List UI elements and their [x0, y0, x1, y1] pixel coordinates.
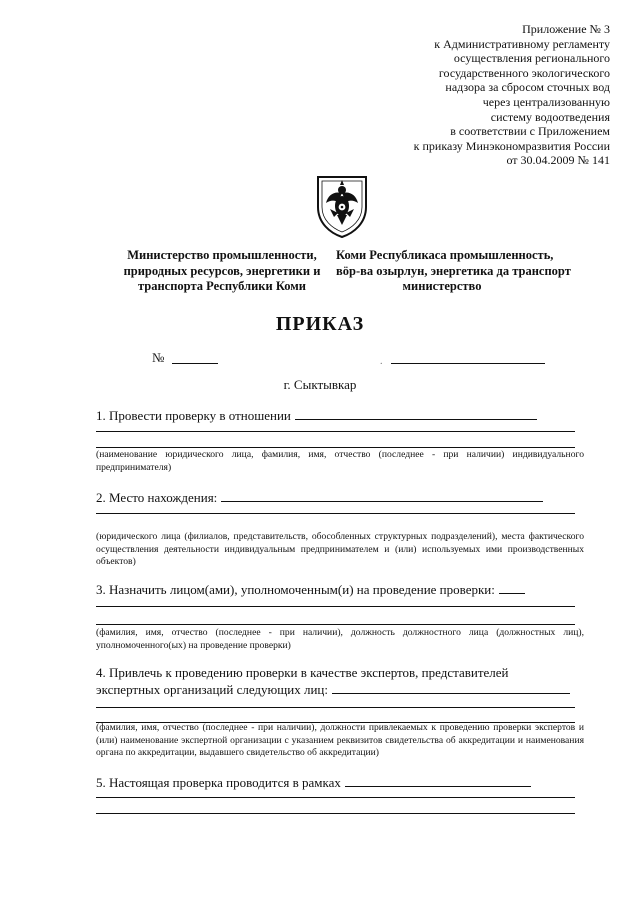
section-2-line	[96, 490, 543, 506]
section-3-blank-line[interactable]	[96, 624, 575, 625]
komi-coat-of-arms-icon	[310, 173, 374, 239]
annex-line: от 30.04.2009 № 141	[506, 153, 610, 168]
section-1-note: (наименование юридического лица, фамилия, имя, отчество (последнее - при наличии) индивидуального предпринимателя)	[96, 449, 584, 473]
section-5-text: 5. Настоящая проверка проводится в рамках	[96, 775, 341, 790]
document-title: ПРИКАЗ	[275, 313, 365, 335]
section-5-inline-field[interactable]	[345, 785, 531, 787]
annex-line: к приказу Минэкономразвития России	[413, 138, 610, 153]
section-1-line	[96, 408, 537, 424]
section-1-inline-field[interactable]	[295, 418, 537, 420]
annex-line: надзора за сбросом сточных вод	[445, 80, 610, 95]
ministry-name-line: Министерство промышленности,	[127, 248, 317, 262]
order-date-field[interactable]	[391, 363, 545, 364]
section-3-text: 3. Назначить лицом(ами), уполномоченным(и) на проведение проверки:	[96, 582, 495, 597]
section-4-note: (фамилия, имя, отчество (последнее - при наличии), должности привлекаемых к проведению проверки экспертов и (или) наименование экспертной организации с указанием реквизитов свидетельства об аккредитации и наименования органа по аккредитации, выдавшего свидетельство об аккредитации)	[96, 722, 584, 759]
annex-line: осуществления регионального	[453, 51, 610, 66]
ministry-name-line: транспорта Республики Коми	[137, 279, 306, 293]
section-2-blank-line[interactable]	[96, 513, 575, 514]
city-name: г. Сыктывкар	[283, 377, 357, 392]
section-3-line	[96, 582, 525, 598]
order-number-label: №	[152, 350, 165, 365]
section-5-blank-line[interactable]	[96, 797, 575, 798]
section-3-note: (фамилия, имя, отчество (последнее - при наличии), должность должностного лица (должностных лиц), уполномоченного(ых) на проведение проверки)	[96, 627, 584, 651]
order-number-field[interactable]	[172, 363, 218, 364]
ministry-name-line: Коми Республикаса промышленность,	[336, 248, 554, 262]
section-5-line	[96, 775, 531, 791]
annex-line: к Административному регламенту	[434, 36, 610, 51]
section-4-text: экспертных организаций следующих лиц:	[96, 682, 328, 697]
ministry-name-line: природных ресурсов, энергетики и	[123, 263, 321, 278]
ministry-name-komi	[336, 248, 571, 295]
section-2-note: (юридического лица (филиалов, представительств, обособленных структурных подразделений), места фактического осуществления деятельности индивидуальным предпринимателем и (или) используемых ими производственных объектов)	[96, 531, 584, 568]
section-2-inline-field[interactable]	[221, 500, 543, 502]
section-1-blank-line[interactable]	[96, 431, 575, 432]
section-1-blank-line[interactable]	[96, 447, 575, 448]
section-4-line-1: 4. Привлечь к проведению проверки в качестве экспертов, представителей	[96, 665, 509, 680]
annex-header	[370, 22, 610, 168]
section-5-blank-line[interactable]	[96, 813, 575, 814]
section-4-line-2	[96, 682, 570, 698]
section-2-text: 2. Место нахождения:	[96, 490, 218, 505]
section-3-blank-line[interactable]	[96, 606, 575, 607]
annex-line: систему водоотведения	[490, 109, 610, 124]
ministry-name-russian	[108, 248, 336, 295]
dot-mark: .	[380, 356, 383, 367]
annex-line: через централизованную	[482, 94, 610, 109]
annex-line: государственного экологического	[438, 65, 610, 80]
section-3-inline-field[interactable]	[499, 592, 525, 594]
ministry-name-line: вӧр-ва озырлун, энергетика да транспорт	[336, 263, 571, 278]
section-4-blank-line[interactable]	[96, 707, 575, 708]
ministry-name-line: министерство	[402, 279, 482, 293]
annex-line: Приложение № 3	[522, 22, 610, 36]
section-1-text: 1. Провести проверку в отношении	[96, 408, 291, 423]
annex-line: в соответствии с Приложением	[450, 124, 610, 139]
section-4-inline-field[interactable]	[332, 692, 570, 694]
